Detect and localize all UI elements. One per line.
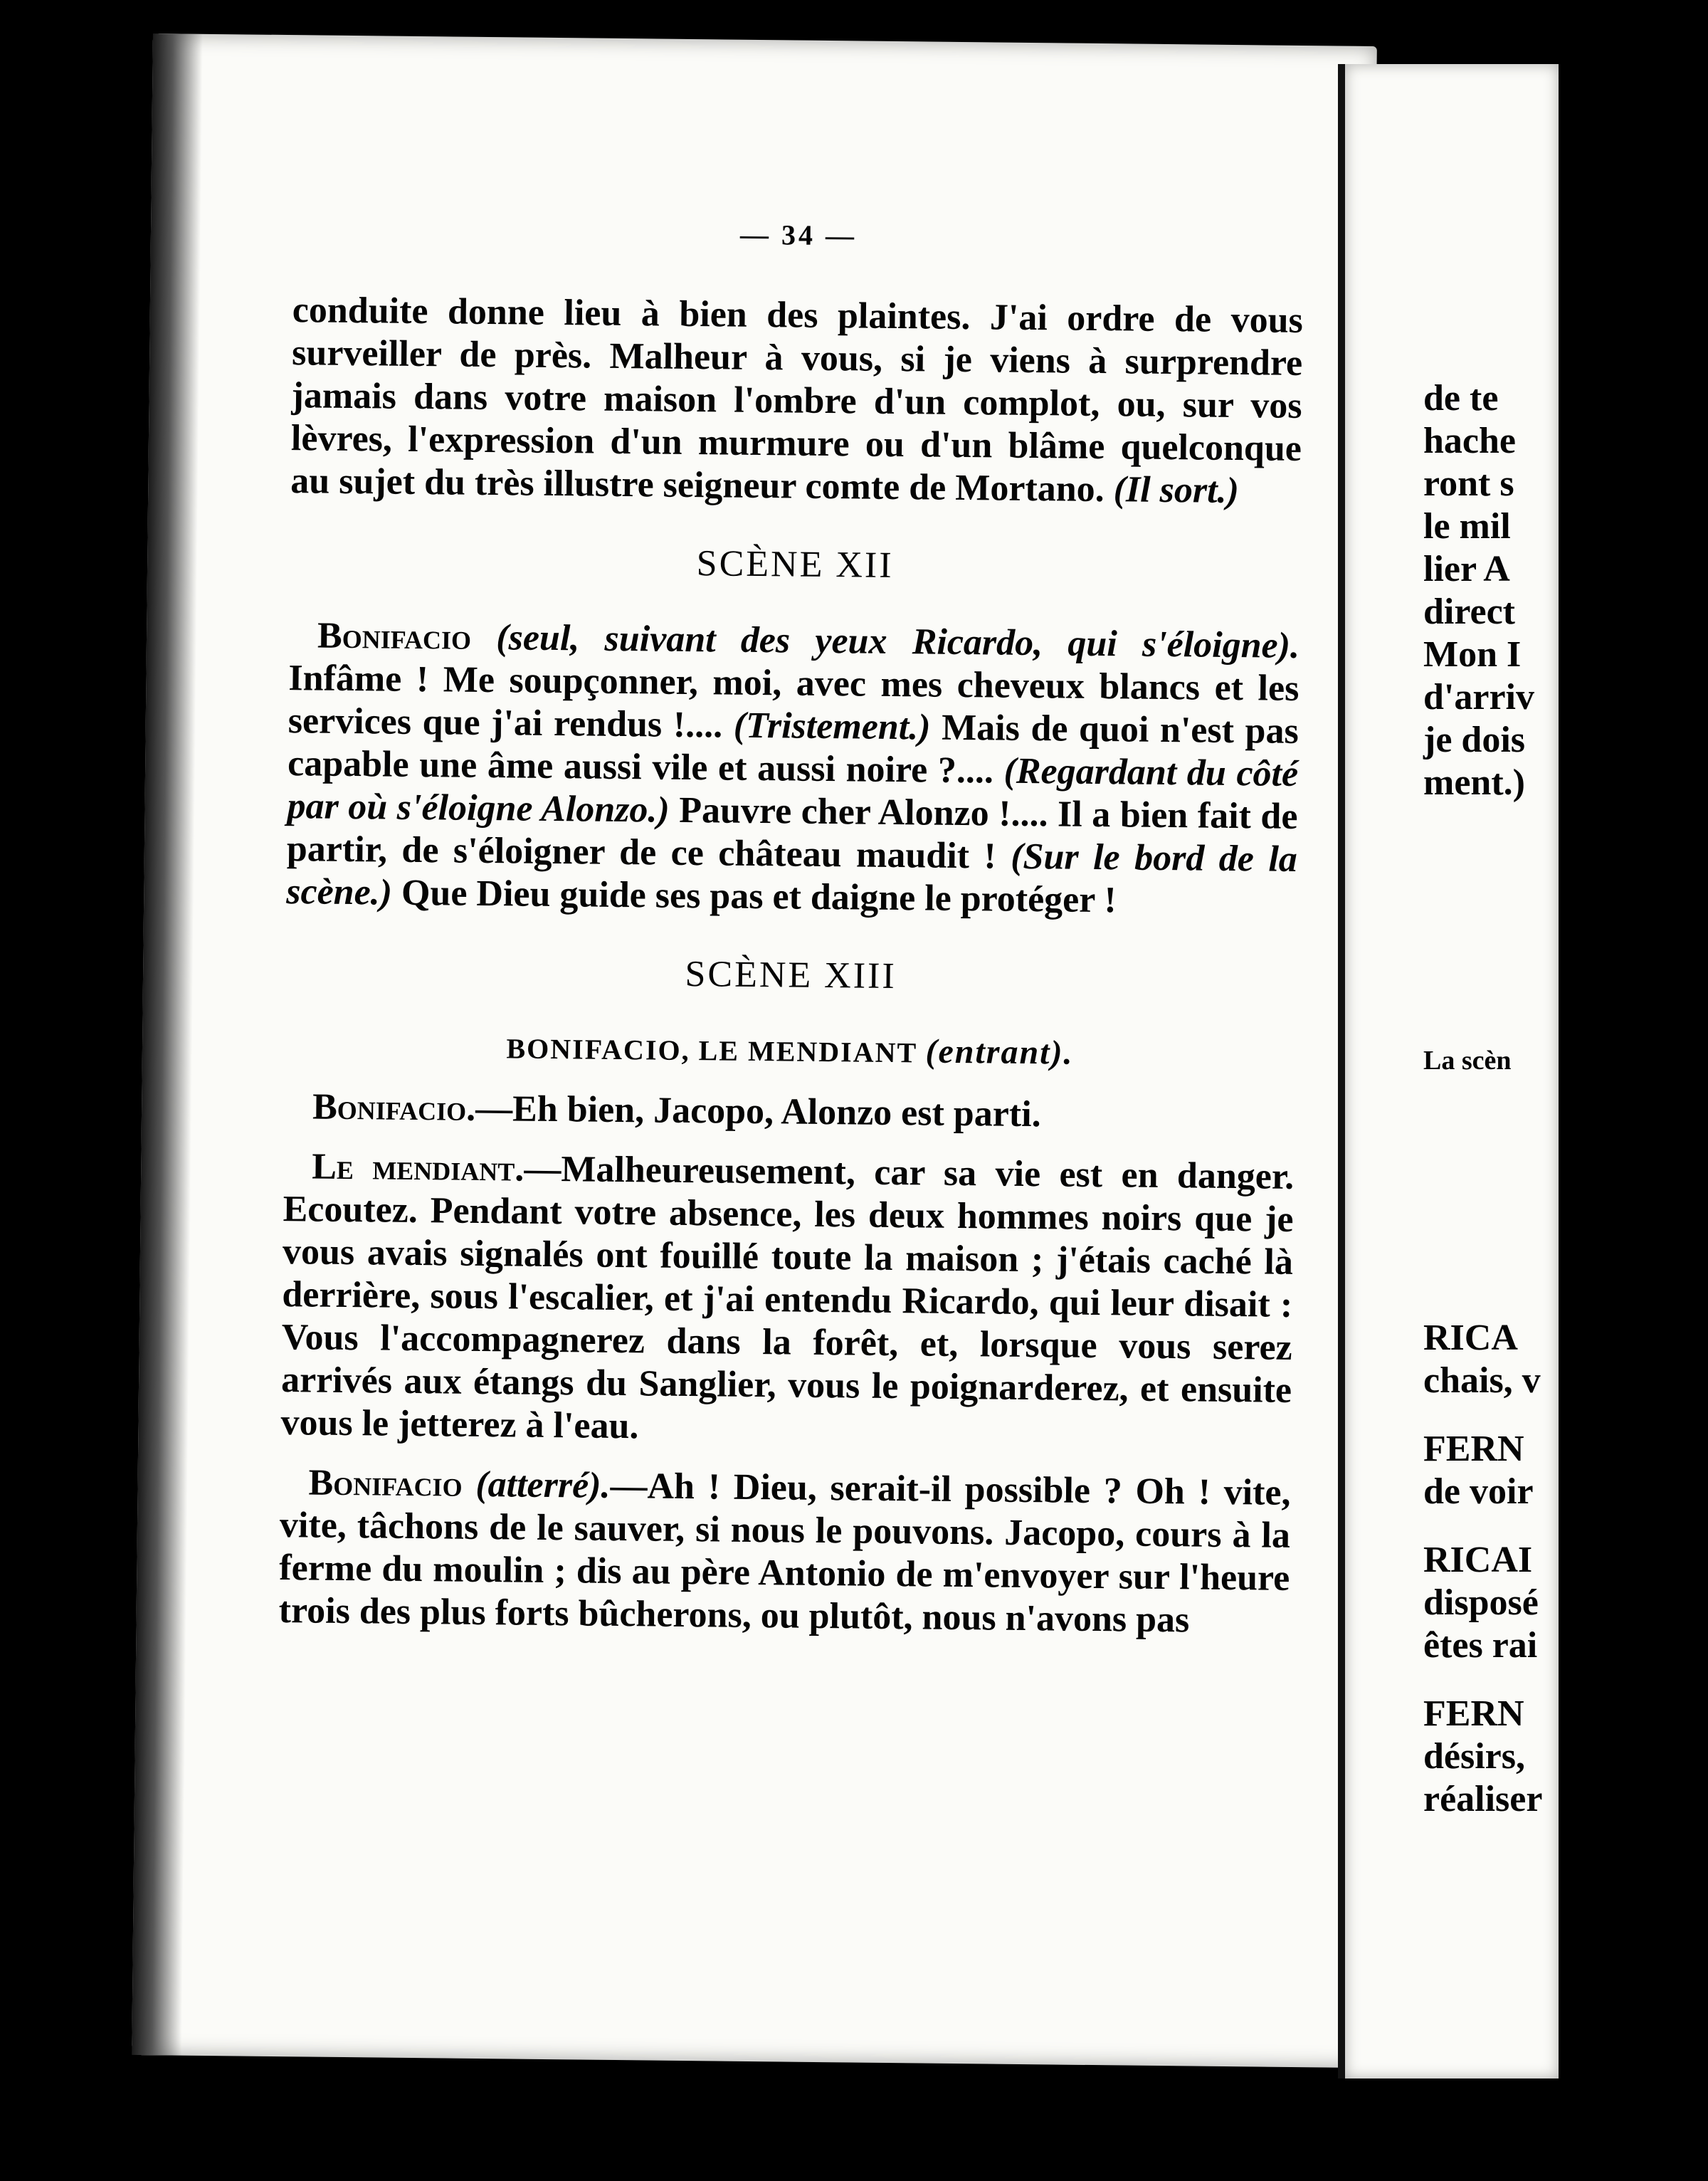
page-number: — 34 — <box>739 218 858 252</box>
right-line: Mon I <box>1423 634 1522 675</box>
dialogue-line <box>278 1461 1290 1643</box>
stage-direction: (Sur le bord de la scène.) <box>286 836 1298 913</box>
right-line: ront s <box>1423 463 1514 504</box>
right-line: êtes rai <box>1423 1625 1538 1666</box>
dialogue-line <box>284 1086 1295 1139</box>
cast-names: BONIFACIO, LE MENDIANT <box>506 1032 917 1069</box>
right-line: réaliser <box>1423 1779 1543 1819</box>
page-gutter-shadow <box>132 33 203 2056</box>
stage-direction: (Tristement.) <box>733 705 931 748</box>
dialogue-line <box>280 1145 1294 1455</box>
right-line: ment.) <box>1423 762 1525 803</box>
dialogue-text: Infâme ! Me soupçonner, moi, avec mes cheveux blancs et les services que j'ai rendus !.... <box>288 658 1300 746</box>
dialogue-text: —Malheureusement, car sa vie est en danger. Ecoutez. Pendant votre absence, les deux hommes noirs que je vous avais signalés ont fouillé toute la maison ; j'étais caché là derrière, sous l'escalier, et j'ai entendu Ricardo, qui leur disait : Vous l'accompagnerez dans la forêt, et, lorsque vous serez arrivés aux étangs du Sanglier, vous le poignarderez, et ensuite vous le jetterez à l'eau. <box>280 1148 1295 1447</box>
page-text <box>278 213 1304 1660</box>
right-line: désirs, <box>1423 1736 1525 1777</box>
scene-xiii-title: SCÈNE XIII <box>685 953 897 997</box>
right-line: RICA <box>1423 1318 1518 1358</box>
right-page-text <box>1423 377 1708 1821</box>
right-line: disposé <box>1423 1582 1539 1623</box>
scene-xii-title: SCÈNE XII <box>696 543 894 587</box>
right-line: La scèn <box>1423 1046 1512 1076</box>
stage-direction: (Regardant du côté par où s'éloigne Alonzo.) <box>287 750 1299 831</box>
right-line: RICAI <box>1423 1540 1533 1580</box>
speaker-name: Bonifacio <box>317 615 472 658</box>
speaker-name: Bonifacio. <box>312 1086 476 1129</box>
right-line: d'arriv <box>1423 677 1534 718</box>
stage-direction: (atterré). <box>475 1463 611 1506</box>
right-line: je dois <box>1423 720 1525 760</box>
scene-xiii-cast <box>285 1025 1295 1075</box>
dialogue-text: Mais de quoi n'est pas capable une âme aussi vile et aussi noire ?.... <box>287 707 1300 792</box>
right-line: direct <box>1423 592 1515 632</box>
speaker-name: Le mendiant. <box>311 1146 524 1189</box>
paragraph-ricardo-end <box>290 289 1303 513</box>
right-line: lier A <box>1423 549 1510 589</box>
right-line: FERN <box>1423 1693 1524 1734</box>
right-line: de te <box>1423 378 1499 419</box>
dialogue-text: Pauvre cher Alonzo !.... Il a bien fait de partir, de s'éloigner de ce château maudit ! <box>286 789 1298 877</box>
left-page <box>132 33 1377 2068</box>
dialogue-text: —Eh bien, Jacopo, Alonzo est parti. <box>475 1088 1041 1135</box>
scene-xii-monologue <box>286 614 1300 924</box>
stage-direction: (seul, suivant des yeux Ricardo, qui s'éloigne). <box>496 617 1300 666</box>
dialogue-text: —Ah ! Dieu, serait-il possible ? Oh ! vite, vite, tâchons de le sauver, si nous le pouvons. Jacopo, cours à la ferme du moulin ; dis au père Antonio de m'envoyer sur l'heure trois des plus forts bûcherons, ou plutôt, nous n'avons pas <box>278 1465 1291 1641</box>
right-line: hache <box>1423 421 1516 461</box>
stage-direction: (Il sort.) <box>1113 469 1240 512</box>
right-line: FERN <box>1423 1429 1524 1469</box>
right-line: de voir <box>1423 1471 1534 1512</box>
paragraph-text: conduite donne lieu à bien des plaintes. J'ai ordre de vous surveiller de près. Malheur à vous, si je viens à surprendre jamais dans votre maison l'ombre d'un complot, ou, sur vos lèvres, l'expression d'un murmure ou d'un blâme quelconque au sujet du très illustre seigneur comte de Mortano. <box>290 290 1304 510</box>
right-line: chais, v <box>1423 1360 1541 1401</box>
stage-direction: (entrant). <box>925 1032 1074 1072</box>
dialogue-text: Que Dieu guide ses pas et daigne le protéger ! <box>401 872 1117 921</box>
right-page-partial <box>1338 64 1559 2078</box>
speaker-name: Bonifacio <box>308 1462 463 1505</box>
right-line: le mil <box>1423 506 1511 547</box>
